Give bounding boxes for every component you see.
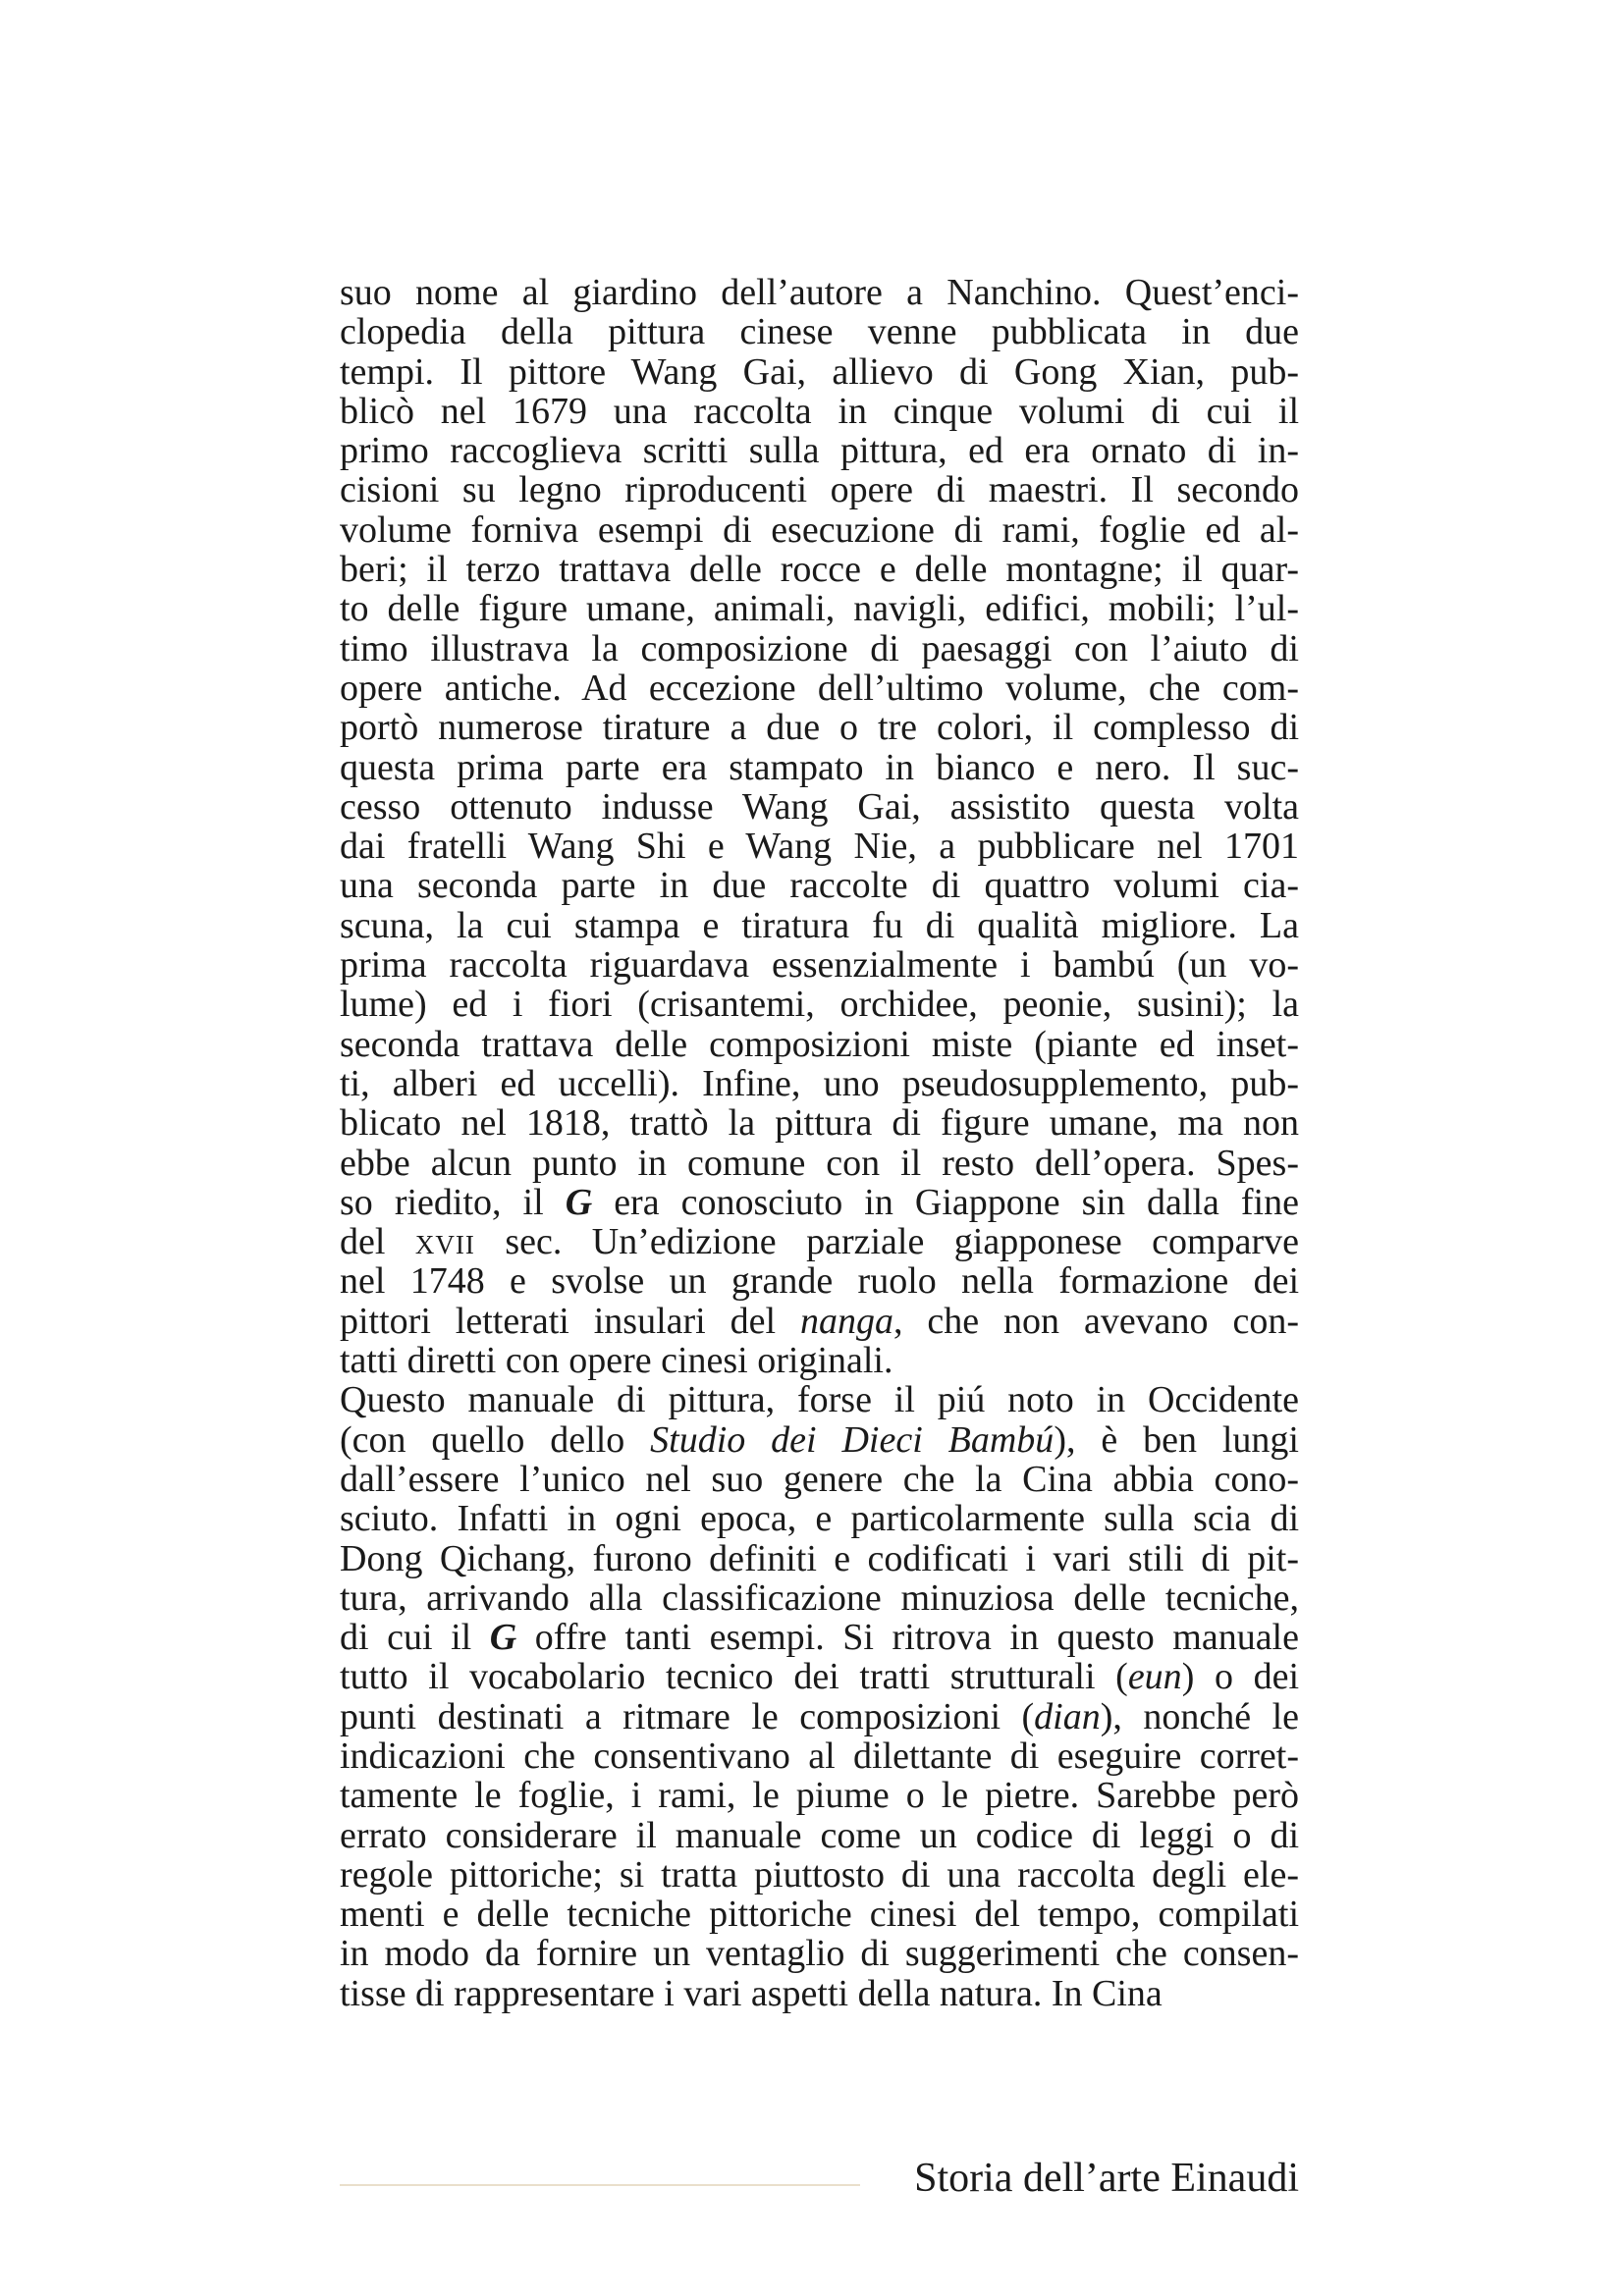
text-segment: Questo manuale di pittura, forse il piú noto in Occidente xyxy=(340,1379,1299,1421)
text-segment: ) o dei xyxy=(1181,1656,1300,1698)
text-line xyxy=(340,1736,1299,1776)
text-segment: opere antiche. Ad eccezione dell’ultimo volume, che com- xyxy=(340,667,1299,709)
text-segment: to delle figure umane, animali, navigli, edifici, mobili; l’ul- xyxy=(340,588,1299,630)
text-segment: indicazioni che consentivano al dilettante di eseguire corret- xyxy=(340,1735,1299,1777)
text-segment: tisse di rappresentare i vari aspetti della natura. In Cina xyxy=(340,1972,1163,2014)
text-segment: scuna, la cui stampa e tiratura fu di qualità migliore. La xyxy=(340,904,1299,946)
text-line xyxy=(340,470,1299,509)
text-segment: volume forniva esempi di esecuzione di rami, foglie ed al- xyxy=(340,508,1299,551)
text-segment: ), nonché le xyxy=(1100,1695,1300,1737)
emphasis-text: G xyxy=(489,1617,517,1659)
text-segment: tatti diretti con opere cinesi originali. xyxy=(340,1340,893,1382)
text-segment: dall’essere l’unico nel suo genere che la Cina abbia cono- xyxy=(340,1458,1299,1500)
text-line xyxy=(340,629,1299,668)
footer-title: Storia dell’arte Einaudi xyxy=(914,2156,1299,2201)
emphasis-text: eun xyxy=(1127,1656,1182,1698)
emphasis-text: nanga xyxy=(799,1300,893,1342)
text-line xyxy=(340,1261,1299,1301)
text-segment: tutto il vocabolario tecnico dei tratti strutturali ( xyxy=(340,1656,1128,1698)
text-line xyxy=(340,352,1299,392)
text-segment: menti e delle tecniche pittoriche cinesi del tempo, compilati xyxy=(340,1894,1299,1936)
text-segment: tempi. Il pittore Wang Gai, allievo di Gong Xian, pub- xyxy=(340,350,1299,393)
text-line xyxy=(340,1103,1299,1143)
emphasis-text: dian xyxy=(1034,1695,1101,1737)
text-segment: pittori letterati insulari del xyxy=(340,1300,800,1342)
text-line xyxy=(340,1855,1299,1895)
text-line xyxy=(340,1222,1299,1261)
text-line xyxy=(340,312,1299,351)
text-line xyxy=(340,787,1299,827)
text-line xyxy=(340,1460,1299,1499)
text-line xyxy=(340,1025,1299,1064)
text-segment: beri; il terzo trattava delle rocce e delle montagne; il quar- xyxy=(340,549,1299,591)
text-line xyxy=(340,1578,1299,1618)
text-segment: nel 1748 e svolse un grande ruolo nella formazione dei xyxy=(340,1260,1299,1303)
emphasis-text: G xyxy=(565,1181,593,1223)
text-segment: tura, arrivando alla classificazione minuziosa delle tecniche, xyxy=(340,1576,1299,1619)
text-segment: blicò nel 1679 una raccolta in cinque volumi di cui il xyxy=(340,390,1299,432)
text-line xyxy=(340,431,1299,470)
text-line xyxy=(340,906,1299,945)
text-segment: suo nome al giardino dell’autore a Nanchino. Quest’enci- xyxy=(340,272,1299,313)
text-segment: dai fratelli Wang Shi e Wang Nie, a pubblicare nel 1701 xyxy=(340,826,1299,868)
text-segment: regole pittoriche; si tratta piuttosto di una raccolta degli ele- xyxy=(340,1853,1299,1896)
text-line xyxy=(340,1064,1299,1103)
text-segment: (con quello dello xyxy=(340,1418,651,1461)
text-segment: offre tanti esempi. Si ritrova in questo manuale xyxy=(516,1617,1299,1659)
text-line xyxy=(340,668,1299,708)
text-segment: del xyxy=(340,1221,415,1263)
text-segment: in modo da fornire un ventaglio di suggerimenti che consen- xyxy=(340,1933,1299,1975)
text-segment: clopedia della pittura cinese venne pubblicata in due xyxy=(340,311,1299,353)
text-line xyxy=(340,1697,1299,1736)
text-line xyxy=(340,985,1299,1024)
text-line xyxy=(340,1816,1299,1855)
text-line xyxy=(340,550,1299,589)
text-segment: sec. Un’edizione parziale giapponese comparve xyxy=(474,1221,1299,1263)
text-line xyxy=(340,748,1299,787)
text-line xyxy=(340,708,1299,747)
text-segment: timo illustrava la composizione di paesaggi con l’aiuto di xyxy=(340,627,1299,669)
text-segment: prima raccolta riguardava essenzialmente i bambú (un vo- xyxy=(340,944,1299,987)
text-line xyxy=(340,273,1299,312)
text-segment: era conosciuto in Giappone sin dalla fine xyxy=(592,1181,1299,1223)
text-segment: so riedito, il xyxy=(340,1181,566,1223)
text-line xyxy=(340,866,1299,905)
text-line xyxy=(340,1539,1299,1578)
text-segment: portò numerose tirature a due o tre colori, il complesso di xyxy=(340,707,1299,749)
text-line xyxy=(340,1144,1299,1183)
text-segment: cisioni su legno riproducenti opere di maestri. Il secondo xyxy=(340,469,1299,511)
text-line xyxy=(340,945,1299,985)
text-line xyxy=(340,1657,1299,1696)
text-segment: primo raccoglieva scritti sulla pittura, ed era ornato di in- xyxy=(340,430,1299,472)
text-line xyxy=(340,392,1299,431)
emphasis-text: Studio dei Dieci Bambú xyxy=(650,1418,1055,1461)
footer-rule xyxy=(340,2184,860,2186)
text-segment: cesso ottenuto indusse Wang Gai, assistito questa volta xyxy=(340,785,1299,828)
text-line xyxy=(340,1934,1299,1973)
text-segment: ti, alberi ed uccelli). Infine, uno pseudosupplemento, pub- xyxy=(340,1062,1299,1104)
text-line xyxy=(340,827,1299,866)
text-line xyxy=(340,510,1299,550)
text-line xyxy=(340,1420,1299,1460)
emphasis-text: xvii xyxy=(414,1221,475,1263)
text-segment: Dong Qichang, furono definiti e codificati i vari stili di pit- xyxy=(340,1537,1299,1579)
text-line xyxy=(340,1974,1299,2013)
text-segment: tamente le foglie, i rami, le piume o le pietre. Sarebbe però xyxy=(340,1775,1299,1817)
text-segment: ebbe alcun punto in comune con il resto dell’opera. Spes- xyxy=(340,1142,1299,1184)
text-segment: di cui il xyxy=(340,1617,490,1659)
text-line xyxy=(340,1380,1299,1419)
text-line xyxy=(340,1302,1299,1341)
text-line xyxy=(340,1618,1299,1657)
text-line xyxy=(340,1341,1299,1380)
text-segment: errato considerare il manuale come un codice di leggi o di xyxy=(340,1814,1299,1856)
body-text xyxy=(340,273,1299,2013)
text-segment: , che non avevano con- xyxy=(893,1300,1299,1342)
text-segment: blicato nel 1818, trattò la pittura di figure umane, ma non xyxy=(340,1102,1299,1145)
text-line xyxy=(340,1776,1299,1815)
text-segment: ), è ben lungi xyxy=(1054,1418,1299,1461)
text-segment: una seconda parte in due raccolte di quattro volumi cia- xyxy=(340,865,1299,907)
text-line xyxy=(340,589,1299,628)
text-line xyxy=(340,1183,1299,1222)
text-line xyxy=(340,1895,1299,1934)
text-segment: questa prima parte era stampato in bianco e nero. Il suc- xyxy=(340,746,1299,788)
text-segment: seconda trattava delle composizioni miste (piante ed inset- xyxy=(340,1023,1299,1065)
text-segment: lume) ed i fiori (crisantemi, orchidee, peonie, susini); la xyxy=(340,984,1299,1026)
text-line xyxy=(340,1499,1299,1538)
text-segment: sciuto. Infatti in ogni epoca, e particolarmente sulla scia di xyxy=(340,1498,1299,1540)
text-segment: punti destinati a ritmare le composizioni ( xyxy=(340,1695,1035,1737)
